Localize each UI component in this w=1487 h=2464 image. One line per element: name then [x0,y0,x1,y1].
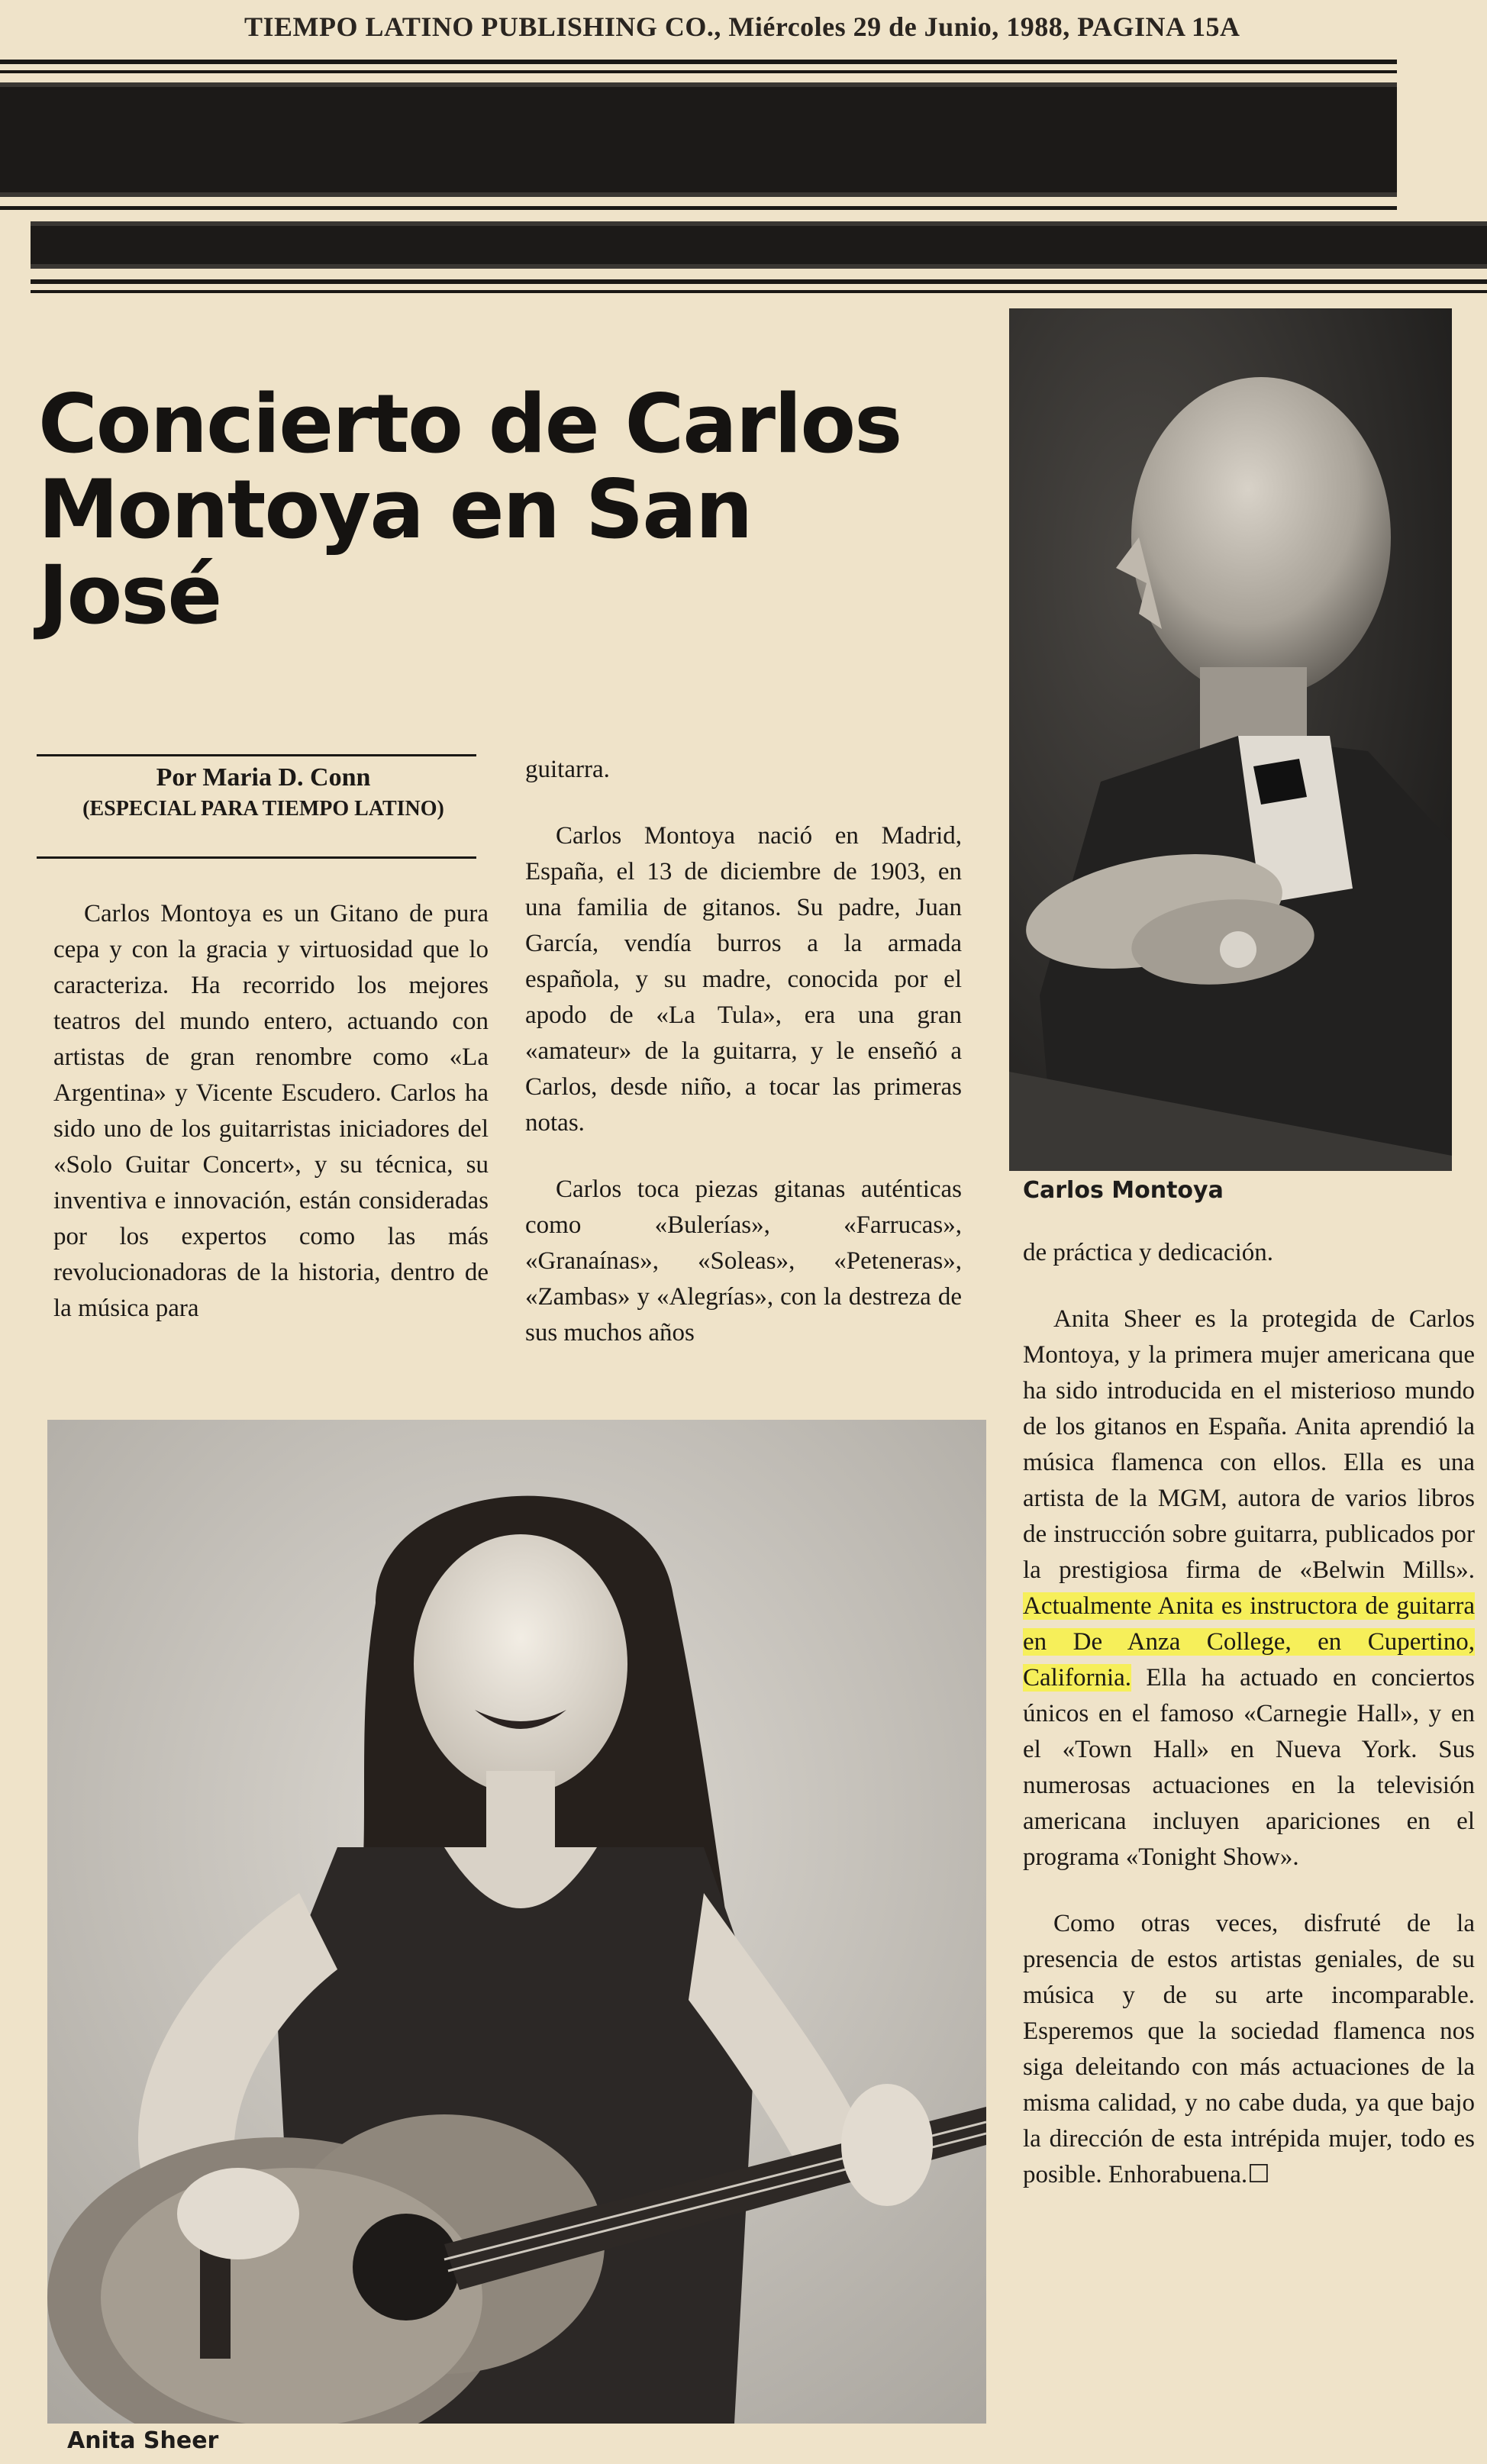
montoya-caption: Carlos Montoya [1023,1177,1224,1204]
section-rule-2 [31,290,1487,293]
sheer-caption: Anita Sheer [67,2427,219,2454]
byline-tag: (ESPECIAL PARA TIEMPO LATINO) [82,797,444,821]
sheer-photo [47,1420,986,2424]
col3-p2-text: Como otras veces, disfruté de la presencia de estos artistas geniales, de su música y de su arte incomparable. Esperemos que la sociedad flamenca nos siga deleitando con más actuaciones de la misma calidad, y no cabe duda, ya que bajo la dirección de esta intrépida mujer, todo es posible. Enhorabuena. [1023,1910,1475,2188]
masthead-band [0,82,1397,197]
article-column-1 [53,896,489,1327]
section-rule [31,279,1487,284]
montoya-portrait-illustration [1009,308,1452,1171]
article-column-2 [525,752,962,1351]
highlighted-text: Actualmente Anita es instructora de guitarra en De Anza College, en Cupertino, California. [1023,1592,1475,1692]
masthead: TIEMPO LATINO PUBLISHING CO., Miércoles 29 de Junio, 1988, PAGINA 15A [244,11,1240,42]
col2-continuation: guitarra. [525,756,610,783]
top-rule-2 [0,70,1397,73]
article-headline [38,377,954,642]
byline [38,763,489,821]
col3-p1-text-b: Ella ha actuado en conciertos únicos en el famoso «Carnegie Hall», y en el «Town Hall» en Nueva York. Sus numerosas actuaciones en la televisión americana incluyen apariciones en el programa «Tonight Show». [1023,1664,1476,1871]
col3-p1-text-a: Anita Sheer es la protegida de Carlos Montoya, y la primera mujer americana que ha sido introducida en el misterioso mundo de los gitanos en España. Anita aprendió la música flamenca con ellos. Ella es una artista de la MGM, autora de varios libros de instrucción sobre guitarra, publicados por la prestigiosa firma de «Belwin Mills». [1023,1305,1475,1584]
end-mark: ☐ [1247,2161,1270,2188]
headline-line-2: Montoya en San [38,463,752,556]
headline-line-1: Concierto de Carlos [38,377,902,471]
byline-rule-bottom [37,856,476,859]
article-column-3 [1023,1235,1475,2193]
byline-rule-top [37,754,476,756]
top-rule [0,60,1397,64]
col3-continuation: de práctica y dedicación. [1023,1239,1273,1266]
col3-paragraph-2 [1023,1906,1475,2193]
col2-paragraph-2: Carlos toca piezas gitanas auténticas como «Bulerías», «Farrucas», «Granaínas», «Soleas», «Peteneras», «Zambas» y «Alegrías», con la destreza de sus muchos años [525,1176,962,1346]
band-rule [0,206,1397,210]
sheer-portrait-illustration [47,1420,986,2424]
col2-paragraph-1: Carlos Montoya nació en Madrid, España, el 13 de diciembre de 1903, en una familia de gitanos. Su padre, Juan García, vendía burros a la armada española, y su madre, conocida por el apodo de «La Tula», era una gran «amateur» de la guitarra, y le enseñó a Carlos, desde niño, a tocar las primeras notas. [525,822,962,1137]
byline-author: Por Maria D. Conn [156,763,371,792]
section-band [31,221,1487,269]
headline-line-3: José [38,548,221,642]
col3-paragraph-1 [1023,1301,1475,1875]
montoya-photo [1009,308,1452,1171]
col1-paragraph: Carlos Montoya es un Gitano de pura cepa y con la gracia y virtuosidad que lo caracteriza. Ha recorrido los mejores teatros del mundo entero, actuando con artistas de gran renombre como «La Argentina» y Vicente Escudero. Carlos ha sido uno de los guitarristas iniciadores del «Solo Guitar Concert», y su técnica, su inventiva e innovación, están consideradas por los expertos como las más revolucionadoras de la historia, dentro de la música para [53,900,489,1322]
